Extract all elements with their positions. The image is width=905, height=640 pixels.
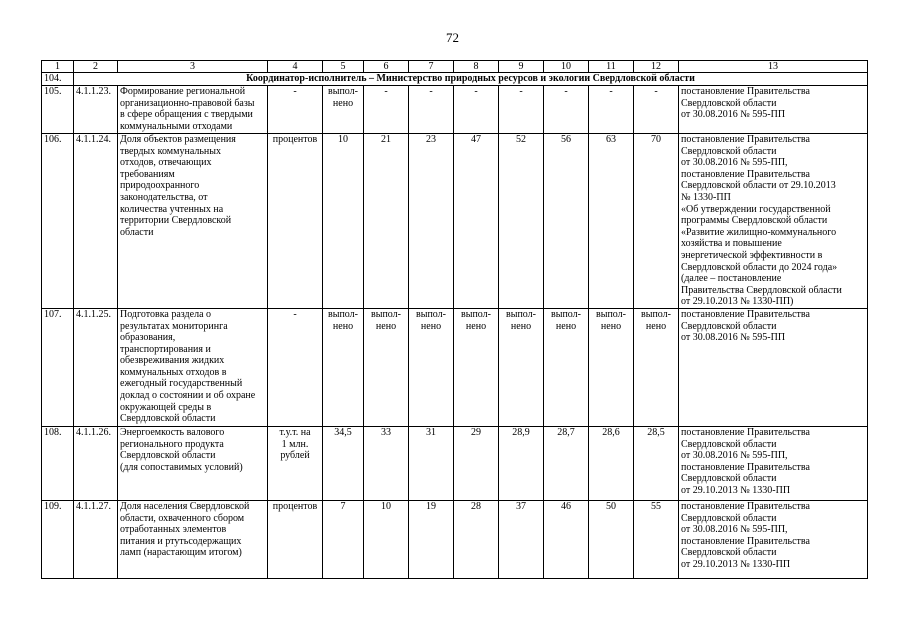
year-value: 23 (409, 134, 454, 309)
unit-of-measure: процентов (268, 134, 323, 309)
year-value: - (544, 86, 589, 134)
year-value: 19 (409, 500, 454, 578)
table-row (42, 308, 868, 426)
column-number: 11 (589, 61, 634, 73)
year-value: - (634, 86, 679, 134)
column-number: 3 (118, 61, 268, 73)
legal-basis: постановление Правительства Свердловской области от 30.08.2016 № 595-ПП (679, 308, 868, 426)
column-number-row (42, 61, 868, 73)
column-number: 8 (454, 61, 499, 73)
year-value: - (454, 86, 499, 134)
year-value: 33 (364, 426, 409, 500)
section-number: 104. (42, 73, 74, 86)
legal-basis: постановление Правительства Свердловской области от 30.08.2016 № 595-ПП, постановление Правительства Свердловской области от 29.10.2013 № 1330-ПП «Об утверждении государственной программы Свердловской области «Развитие жилищно-коммунального хозяйства и повышение энергетической эффективности в Свердловской области до 2024 года» (далее – постановление Правительства Свердловской области от 29.10.2013 № 1330-ПП) (679, 134, 868, 309)
indicator-code: 4.1.1.25. (74, 308, 118, 426)
year-value: выпол- нено (323, 86, 364, 134)
section-row (42, 73, 868, 86)
table-rows (42, 86, 868, 579)
year-value: - (589, 86, 634, 134)
year-value: - (499, 86, 544, 134)
year-value: 10 (323, 134, 364, 309)
indicator-code: 4.1.1.24. (74, 134, 118, 309)
table-row (42, 86, 868, 134)
year-value: 47 (454, 134, 499, 309)
year-value: 46 (544, 500, 589, 578)
row-number: 105. (42, 86, 74, 134)
column-number: 4 (268, 61, 323, 73)
year-value: выпол- нено (634, 308, 679, 426)
row-number: 109. (42, 500, 74, 578)
year-value: 31 (409, 426, 454, 500)
indicator-code: 4.1.1.26. (74, 426, 118, 500)
indicators-table (41, 60, 868, 579)
year-value: выпол- нено (409, 308, 454, 426)
column-number: 13 (679, 61, 868, 73)
page-number: 72 (446, 30, 459, 45)
legal-basis: постановление Правительства Свердловской области от 30.08.2016 № 595-ПП (679, 86, 868, 134)
table-row (42, 426, 868, 500)
year-value: 28 (454, 500, 499, 578)
table-row (42, 134, 868, 309)
column-number: 1 (42, 61, 74, 73)
table-row (42, 500, 868, 578)
legal-basis: постановление Правительства Свердловской области от 30.08.2016 № 595-ПП, постановление Правительства Свердловской области от 29.10.2013 № 1330-ПП (679, 500, 868, 578)
column-number: 2 (74, 61, 118, 73)
indicator-code: 4.1.1.23. (74, 86, 118, 134)
indicator-name: Подготовка раздела о результатах мониторинга образования, транспортирования и обезвреживания жидких коммунальных отходов в ежегодный государственный доклад о состоянии и об охране окружающей среды в Свердловской области (118, 308, 268, 426)
column-number: 10 (544, 61, 589, 73)
year-value: 52 (499, 134, 544, 309)
column-number: 9 (499, 61, 544, 73)
year-value: 50 (589, 500, 634, 578)
column-number: 7 (409, 61, 454, 73)
unit-of-measure: процентов (268, 500, 323, 578)
year-value: 70 (634, 134, 679, 309)
indicator-name: Формирование региональной организационно-правовой базы в сфере обращения с твердыми коммунальными отходами (118, 86, 268, 134)
year-value: - (409, 86, 454, 134)
year-value: 28,6 (589, 426, 634, 500)
year-value: 7 (323, 500, 364, 578)
year-value: 63 (589, 134, 634, 309)
year-value: 28,5 (634, 426, 679, 500)
year-value: 37 (499, 500, 544, 578)
year-value: выпол- нено (323, 308, 364, 426)
section-title: Координатор-исполнитель – Министерство природных ресурсов и экологии Свердловской области (74, 73, 868, 86)
year-value: 28,7 (544, 426, 589, 500)
unit-of-measure: - (268, 308, 323, 426)
column-number: 12 (634, 61, 679, 73)
year-value: 55 (634, 500, 679, 578)
row-number: 106. (42, 134, 74, 309)
year-value: выпол- нено (544, 308, 589, 426)
indicator-code: 4.1.1.27. (74, 500, 118, 578)
indicator-name: Энергоемкость валового регионального продукта Свердловской области (для сопоставимых условий) (118, 426, 268, 500)
row-number: 107. (42, 308, 74, 426)
year-value: выпол- нено (589, 308, 634, 426)
row-number: 108. (42, 426, 74, 500)
year-value: выпол- нено (364, 308, 409, 426)
column-number: 5 (323, 61, 364, 73)
year-value: выпол- нено (454, 308, 499, 426)
year-value: 56 (544, 134, 589, 309)
indicator-name: Доля объектов размещения твердых коммунальных отходов, отвечающих требованиям природоохранного законодательства, от количества учтенных на территории Свердловской области (118, 134, 268, 309)
year-value: - (364, 86, 409, 134)
year-value: 10 (364, 500, 409, 578)
year-value: выпол- нено (499, 308, 544, 426)
year-value: 28,9 (499, 426, 544, 500)
year-value: 34,5 (323, 426, 364, 500)
unit-of-measure: - (268, 86, 323, 134)
year-value: 29 (454, 426, 499, 500)
year-value: 21 (364, 134, 409, 309)
column-number: 6 (364, 61, 409, 73)
unit-of-measure: т.у.т. на 1 млн. рублей (268, 426, 323, 500)
indicator-name: Доля населения Свердловской области, охваченного сбором отработанных элементов питания и ртутьсодержащих ламп (нарастающим итогом) (118, 500, 268, 578)
legal-basis: постановление Правительства Свердловской области от 30.08.2016 № 595-ПП, постановление Правительства Свердловской области от 29.10.2013 № 1330-ПП (679, 426, 868, 500)
